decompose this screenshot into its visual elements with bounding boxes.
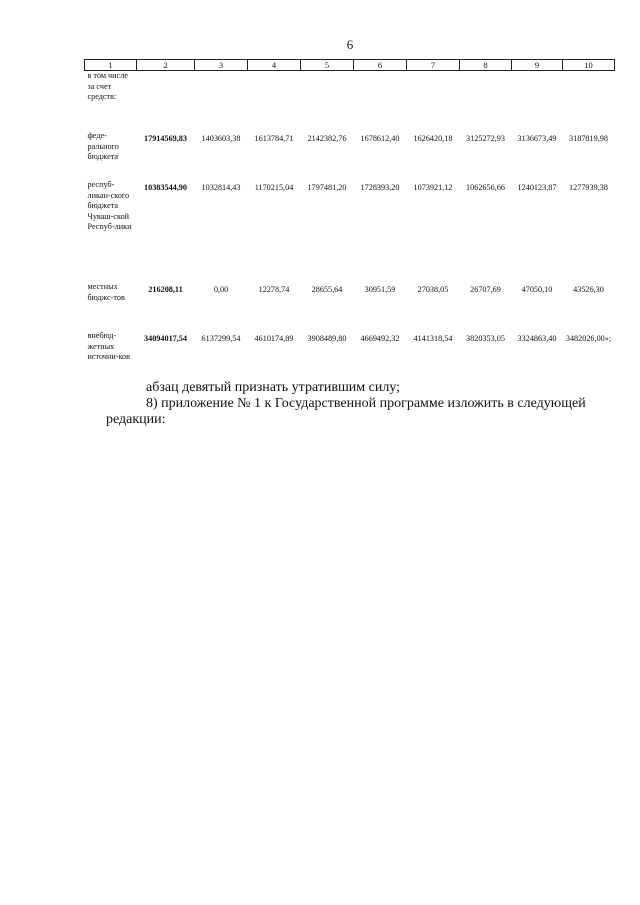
table-cell: 1678612,40 xyxy=(360,134,400,143)
table-cell: 1073921,12 xyxy=(413,183,453,192)
table-cell: 1170215,04 xyxy=(254,183,294,192)
table-cell: 3324863,40 xyxy=(517,334,557,343)
table-cell: 216208,11 xyxy=(148,285,183,294)
table-cell: 1240123,87 xyxy=(517,183,557,192)
table-row xyxy=(85,331,615,385)
table-row xyxy=(85,71,615,132)
table-cell: 1797481,20 xyxy=(307,183,347,192)
table-cell: 4610174,89 xyxy=(254,334,294,343)
paragraph-item-8-continuation: редакции: xyxy=(106,412,166,427)
column-header: 3 xyxy=(195,60,248,71)
table-row xyxy=(85,131,615,180)
table-row xyxy=(85,282,615,331)
table-cell: 3125272,93 xyxy=(466,134,505,143)
table-cell: 0,00 xyxy=(213,285,229,294)
column-header: 10 xyxy=(563,60,615,71)
table-cell: 1728393,20 xyxy=(360,183,400,192)
table-cell xyxy=(301,71,354,132)
table-cell: 43526,30 xyxy=(573,285,604,294)
row-label: респуб-ликан-ского бюджета Чуваш-ской Респуб-лики xyxy=(87,180,132,231)
column-header: 8 xyxy=(460,60,512,71)
table-cell: 3187819,98 xyxy=(569,134,608,143)
table-cell xyxy=(460,71,512,132)
table-cell: 2142382,76 xyxy=(307,134,347,143)
column-header: 9 xyxy=(512,60,563,71)
table-cell: 12278,74 xyxy=(258,285,290,294)
table-cell xyxy=(137,71,195,132)
column-header: 2 xyxy=(137,60,195,71)
table-cell: 27038,05 xyxy=(417,285,449,294)
table-cell: 3136673,49 xyxy=(517,134,557,143)
page-number: 6 xyxy=(346,37,354,52)
paragraph-item-8: 8) приложение № 1 к Государственной программе изложить в следующей xyxy=(146,396,586,411)
table-cell xyxy=(354,71,407,132)
table-cell: 47050,10 xyxy=(521,285,553,294)
table-cell: 3482026,00»; xyxy=(565,334,612,343)
row-label: внебюд-жетных источни-ков xyxy=(87,331,130,361)
table-cell: 1062656,66 xyxy=(466,183,505,192)
table-cell: 4141318,54 xyxy=(413,334,453,343)
column-header: 7 xyxy=(407,60,460,71)
row-label: в том числе за счет средств: xyxy=(87,71,128,101)
table-cell xyxy=(195,71,248,132)
table-cell: 4669492,32 xyxy=(360,334,400,343)
table-cell: 30951,59 xyxy=(364,285,396,294)
row-label: феде-рального бюджета xyxy=(87,131,119,161)
table-header-row xyxy=(85,60,615,71)
table-cell: 1403603,38 xyxy=(201,134,241,143)
table-cell: 26707,69 xyxy=(470,285,501,294)
table-cell: 3820353,05 xyxy=(466,334,505,343)
table-cell: 1613784,71 xyxy=(254,134,294,143)
table-cell: 17914569,83 xyxy=(144,134,187,143)
table-cell: 6137299,54 xyxy=(201,334,241,343)
table-cell xyxy=(512,71,563,132)
column-header: 1 xyxy=(85,60,137,71)
table-cell: 28655,64 xyxy=(311,285,343,294)
table-cell: 3908489,80 xyxy=(307,334,347,343)
row-label: местных бюджс-тов xyxy=(87,282,125,302)
table-row xyxy=(85,180,615,282)
column-header: 6 xyxy=(354,60,407,71)
table-cell: 10383544,90 xyxy=(144,183,187,192)
table-cell: 1032814,43 xyxy=(201,183,241,192)
table-cell: 1277939,38 xyxy=(569,183,608,192)
budget-table xyxy=(84,59,615,385)
table-cell: 1626420,18 xyxy=(413,134,453,143)
table-cell xyxy=(248,71,301,132)
column-header: 5 xyxy=(301,60,354,71)
table-cell xyxy=(407,71,460,132)
table-cell xyxy=(563,71,615,132)
column-header: 4 xyxy=(248,60,301,71)
table-cell: 34094017,54 xyxy=(144,334,187,343)
paragraph-abzac: абзац девятый признать утратившим силу; xyxy=(146,380,401,395)
